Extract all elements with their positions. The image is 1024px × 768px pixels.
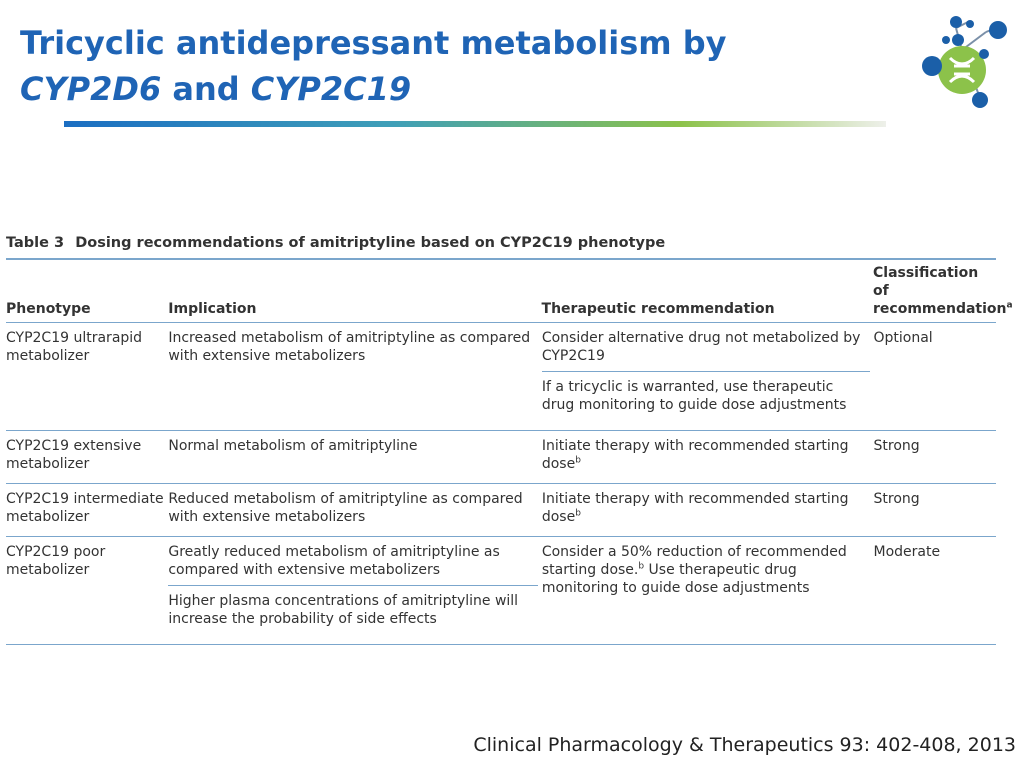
dosing-table [6,230,1013,645]
phenotype-cell: CYP2C19 extensive metabolizer [6,438,142,472]
table-header-row [6,260,1013,323]
table-row [6,484,996,537]
table-row [6,537,996,645]
implication-part: Higher plasma concentrations of amitriptyline will increase the probability of side effects [168,585,537,634]
header-classification-text: Classification of recommendation [873,265,1007,317]
header-phenotype: Phenotype [6,301,91,317]
implication-part: Greatly reduced metabolism of amitriptyline as compared with extensive metabolizers [168,544,500,578]
header-classification [873,264,1013,318]
recommendation-footnote: b [638,561,645,572]
classification-cell: Strong [873,438,920,454]
title-and: and [172,70,240,108]
recommendation-text: Initiate therapy with recommended starting dose [541,438,849,472]
recommendation-part: Consider alternative drug not metabolized by CYP2C19 [541,330,861,364]
phenotype-cell: CYP2C19 ultrarapid metabolizer [6,330,143,364]
recommendation-cell [542,323,874,430]
recommendation-text: Initiate therapy with recommended starting dose [541,491,849,525]
citation: Clinical Pharmacology & Therapeutics 93: 402-408, 2013 [473,734,1016,756]
implication-cell: Reduced metabolism of amitriptyline as compared with extensive metabolizers [168,491,523,525]
recommendation-part: If a tricyclic is warranted, use therapeutic drug monitoring to guide dose adjustments [542,371,870,420]
slide-title [20,20,780,112]
molecule-network-logo-icon [912,10,1008,114]
phenotype-cell: CYP2C19 poor metabolizer [6,544,106,578]
title-line-1: Tricyclic antidepressant metabolism by [20,24,727,62]
recommendation-cell [542,431,874,483]
title-gradient-rule [64,121,886,127]
recommendation-cell [542,537,874,644]
phenotype-cell: CYP2C19 intermediate metabolizer [6,491,164,525]
table-caption [6,230,996,260]
title-gene-cyp2d6: CYP2D6 [20,70,162,108]
recommendation-text: Consider a 50% reduction of recommended starting dose. [541,544,847,578]
recommendation-footnote: b [575,508,581,519]
header-implication: Implication [168,301,257,317]
title-line-2 [20,66,780,112]
implication-cell [168,537,541,644]
table-number: Table 3 [6,235,65,251]
header-classification-footnote: a [1006,300,1013,311]
table-row [6,431,996,484]
table-row [6,323,996,431]
title-gene-cyp2c19: CYP2C19 [250,70,412,108]
header-recommendation: Therapeutic recommendation [541,301,775,317]
recommendation-cell [542,484,874,536]
implication-cell: Increased metabolism of amitriptyline as compared with extensive metabolizers [168,330,531,364]
classification-cell: Strong [873,491,920,507]
recommendation-footnote: b [575,455,581,466]
recommendation-text-continued: Use therapeutic drug monitoring to guide dose adjustments [541,562,810,596]
classification-cell: Optional [873,330,933,346]
classification-cell: Moderate [873,544,941,560]
table-caption-text: Dosing recommendations of amitriptyline based on CYP2C19 phenotype [75,235,666,251]
implication-cell: Normal metabolism of amitriptyline [168,438,418,454]
